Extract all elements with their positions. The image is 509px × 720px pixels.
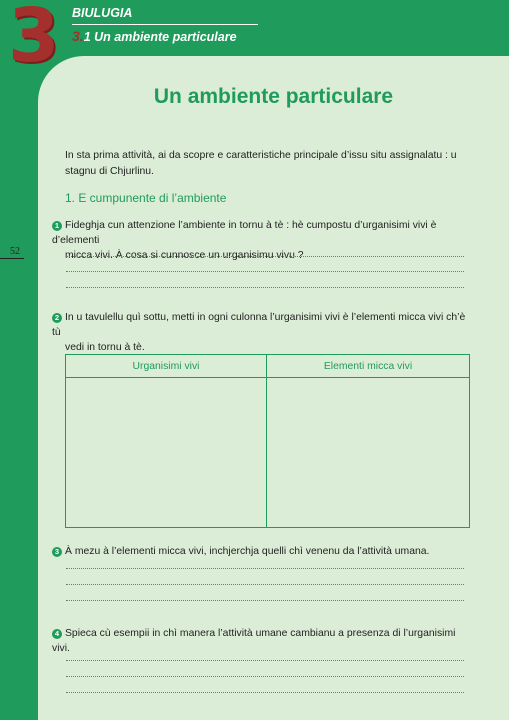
section-label — [72, 28, 237, 44]
answer-line[interactable] — [66, 692, 464, 693]
answer-line[interactable] — [66, 600, 464, 601]
table-header-nonliving: Elementi micca vivi — [323, 361, 413, 372]
answer-line[interactable] — [66, 256, 464, 257]
page-number-underline — [0, 258, 24, 259]
question-3-line1: À mezu à l’elementi micca vivi, inchjerchja quelli chì venenu da l’attività umana. — [65, 546, 430, 557]
section-title: Un ambiente particulare — [94, 30, 237, 44]
question-1-line2: micca vivi. À cosa si cunnosce un urganisimu vivu ? — [65, 250, 304, 261]
answer-line[interactable] — [66, 287, 464, 288]
question-4-marker: 4 — [52, 629, 62, 639]
section-heading: 1. E cumpunente di l’ambiente — [65, 191, 227, 205]
answer-line[interactable] — [66, 568, 464, 569]
answer-line[interactable] — [66, 676, 464, 677]
page-title: Un ambiente particulare — [153, 85, 394, 108]
question-3 — [52, 544, 472, 559]
question-2 — [52, 310, 472, 355]
answer-line[interactable] — [66, 660, 464, 661]
question-2-line1: In u tavulellu quì sottu, metti in ogni culonna l’urganisimi vivi è l’elementi micca vivi ch’è tù — [52, 312, 466, 338]
intro-text: In sta prima attività, ai da scopre e caratteristiche principale d’issu situ assignalatu : u stagnu di Chjurlinu. — [65, 150, 457, 177]
table-header-divider — [66, 377, 469, 378]
section-number: 3. — [72, 28, 84, 44]
subject-title: BIULUGIA — [72, 6, 133, 20]
table-column-divider — [266, 355, 267, 527]
question-4-line1: Spieca cù esempii in chì manera l’attività umane cambianu a presenza di l’urganisimi vivi. — [52, 628, 456, 654]
question-2-line2: vedi in tornu à tè. — [65, 342, 145, 353]
question-2-marker: 2 — [52, 313, 62, 323]
question-3-marker: 3 — [52, 547, 62, 557]
table-header-living: Urganisimi vivi — [132, 361, 200, 372]
classification-table — [65, 354, 470, 528]
question-4 — [52, 626, 472, 656]
answer-line[interactable] — [66, 584, 464, 585]
answer-line[interactable] — [66, 271, 464, 272]
chapter-number: 3 — [8, 0, 58, 79]
question-1-line1: Fideghja cun attenzione l’ambiente in tornu à tè : hè cumpostu d’urganisimi vivi è d’elementi — [52, 220, 437, 246]
page-number: 52 — [10, 246, 20, 257]
section-number-minor: 1 — [83, 30, 91, 44]
left-green-band — [0, 0, 38, 720]
question-1-marker: 1 — [52, 221, 62, 231]
header-divider — [72, 24, 258, 25]
